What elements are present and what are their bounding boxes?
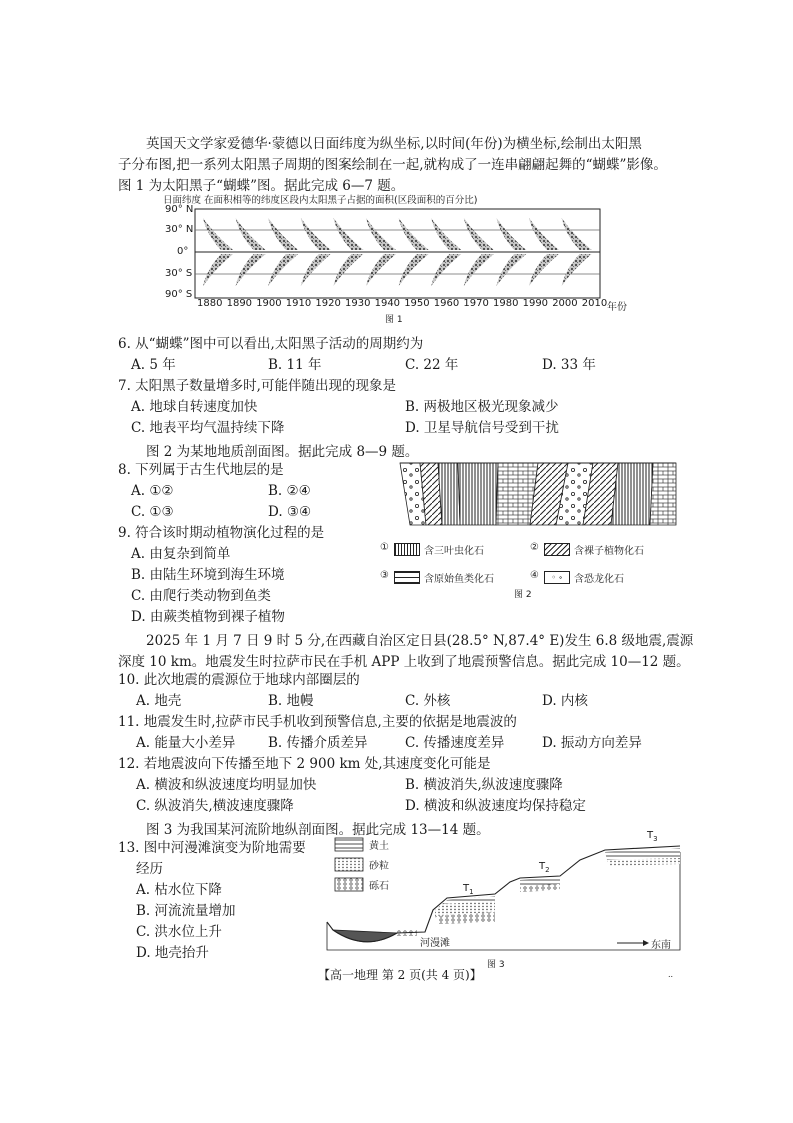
q9-option-c[interactable]: C. 由爬行类动物到鱼类 [131, 588, 271, 604]
q10-option-d[interactable]: D. 内核 [542, 693, 588, 709]
fig1-xtick: 1900 [256, 298, 282, 309]
fig2-legend-3-label: 含原始鱼类化石 [424, 574, 494, 585]
q13-option-b[interactable]: B. 河流流量增加 [136, 903, 236, 919]
q9-stem: 9. 符合该时期动植物演化过程的是 [118, 525, 325, 541]
fig1-xtick: 1970 [463, 298, 489, 309]
fig1-xtick: 1880 [197, 298, 223, 309]
fig1-xtick: 1930 [345, 298, 371, 309]
q7-option-d[interactable]: D. 卫星导航信号受到干扰 [405, 420, 559, 436]
fig1-xunit: 年份 [607, 302, 627, 313]
intro2: 图 2 为某地地质剖面图。据此完成 8—9 题。 [146, 444, 419, 460]
fig2-legend-1-swatch [394, 543, 420, 556]
fig3-floodplain-label: 河漫滩 [420, 938, 450, 949]
fig1-xtick: 2010 [581, 298, 608, 309]
fig1-xtick: 1920 [315, 298, 341, 309]
fig1-xtick: 1950 [404, 298, 430, 309]
q6-option-a[interactable]: A. 5 年 [131, 357, 176, 373]
q9-option-b[interactable]: B. 由陆生环境到海生环境 [131, 567, 285, 583]
q13-stem-line1: 13. 图中河漫滩演变为阶地需要 [118, 840, 306, 856]
fig1-ytick-90s: 90° S [165, 289, 193, 300]
q13-option-c[interactable]: C. 洪水位上升 [136, 924, 222, 940]
intro1-line3: 图 1 为太阳黑子“蝴蝶”图。据此完成 6—7 题。 [118, 178, 405, 194]
fig1-xtick: 1980 [493, 298, 519, 309]
fig2-legend-4-swatch: ◦ ∘ [544, 571, 570, 584]
q8-option-a[interactable]: A. ①② [131, 483, 174, 499]
q8-option-d[interactable]: D. ③④ [268, 504, 312, 520]
q12-stem: 12. 若地震波向下传播至地下 2 900 km 处,其速度变化可能是 [118, 756, 491, 772]
fig1-ytick-0: 0° [177, 246, 189, 257]
fig2-section [378, 455, 678, 535]
intro1-line2: 子分布图,把一系列太阳黑子周期的图案绘制在一起,就构成了一连串翩翩起舞的“蝴蝶”影像。 [118, 157, 667, 173]
q8-option-c[interactable]: C. ①③ [131, 504, 174, 520]
fig1-xtick: 1940 [374, 298, 401, 309]
q7-option-a[interactable]: A. 地球自转速度加快 [131, 399, 258, 415]
q12-option-b[interactable]: B. 横波消失,纵波速度骤降 [405, 777, 563, 793]
q11-option-b[interactable]: B. 传播介质差异 [268, 735, 368, 751]
fig1-ylabel: 日面纬度 在面积相等的纬度区段内太阳黑子占据的面积(区段面积的百分比) [163, 195, 478, 206]
q6-option-d[interactable]: D. 33 年 [542, 357, 596, 373]
q6-stem: 6. 从“蝴蝶”图中可以看出,太阳黑子活动的周期约为 [118, 336, 424, 352]
q9-option-a[interactable]: A. 由复杂到简单 [131, 546, 231, 562]
fig1-xtick: 2000 [552, 298, 578, 309]
fig2-legend-1-label: 含三叶虫化石 [424, 546, 484, 557]
figure-2 [378, 455, 678, 600]
figure-1 [155, 192, 630, 325]
fig1-caption: 图 1 [385, 315, 403, 325]
q6-option-b[interactable]: B. 11 年 [268, 357, 322, 373]
q11-stem: 11. 地震发生时,拉萨市民手机收到预警信息,主要的依据是地震波的 [118, 714, 517, 730]
q11-option-d[interactable]: D. 振动方向差异 [542, 735, 642, 751]
fig1-xtick: 1990 [522, 298, 549, 309]
q13-stem-line2: 经历 [136, 861, 163, 877]
q8-option-b[interactable]: B. ②④ [268, 483, 311, 499]
q11-option-c[interactable]: C. 传播速度差异 [405, 735, 505, 751]
q10-option-b[interactable]: B. 地幔 [268, 693, 314, 709]
fig2-legend-3-swatch [394, 571, 420, 584]
q12-option-c[interactable]: C. 纵波消失,横波速度骤降 [136, 798, 294, 814]
intro3-line1: 2025 年 1 月 7 日 9 时 5 分,在西藏自治区定日县(28.5° N,87.4° E)发生 6.8 级地震,震源 [146, 633, 694, 649]
fig2-legend-3-num: ③ [380, 570, 389, 581]
page-footer: 【高一地理 第 2 页(共 4 页)】 [318, 968, 482, 982]
fig2-legend-4-num: ④ [530, 570, 539, 581]
q8-stem: 8. 下列属于古生代地层的是 [118, 462, 284, 478]
q7-option-c[interactable]: C. 地表平均气温持续下降 [131, 420, 285, 436]
fig1-xtick: 1890 [226, 298, 253, 309]
fig2-legend-2-swatch [544, 543, 570, 556]
fig1-xtick: 1910 [285, 298, 312, 309]
fig1-ytick-90n: 90° N [165, 204, 194, 215]
fig2-legend-2-num: ② [530, 542, 539, 553]
fig1-ytick-30s: 30° S [165, 268, 193, 279]
q10-stem: 10. 此次地震的震源位于地球内部圈层的 [118, 672, 360, 688]
fig3-terrace-t1: $T_1$ [463, 883, 474, 896]
intro1-line1: 英国天文学家爱德华·蒙德以日面纬度为纵坐标,以时间(年份)为横坐标,绘制出太阳黑 [146, 136, 642, 152]
fig3-direction-label: 东南 [651, 940, 671, 951]
fig2-legend-1-num: ① [380, 542, 389, 553]
fig3-legend-sand: 砂粒 [369, 861, 389, 872]
footer-mark: .. [668, 970, 674, 979]
q10-option-c[interactable]: C. 外核 [405, 693, 451, 709]
intro4: 图 3 为我国某河流阶地纵剖面图。据此完成 13—14 题。 [146, 822, 490, 838]
fig3-legend-gravel: 砾石 [369, 881, 389, 892]
fig3-legend-loess: 黄土 [369, 841, 389, 852]
q13-option-d[interactable]: D. 地壳抬升 [136, 945, 209, 961]
fig2-caption: 图 2 [514, 590, 532, 600]
q12-option-d[interactable]: D. 横波和纵波速度均保持稳定 [405, 798, 586, 814]
figure-3 [325, 830, 685, 972]
fig1-xtick: 1960 [433, 298, 460, 309]
fig3-terrace-t2: $T_2$ [539, 861, 550, 874]
q12-option-a[interactable]: A. 横波和纵波速度均明显加快 [136, 777, 317, 793]
fig2-legend-4-label: 含恐龙化石 [574, 574, 624, 585]
q10-option-a[interactable]: A. 地壳 [136, 693, 182, 709]
q13-option-a[interactable]: A. 枯水位下降 [136, 882, 222, 898]
q7-option-b[interactable]: B. 两极地区极光现象减少 [405, 399, 559, 415]
fig1-ytick-30n: 30° N [165, 224, 194, 235]
fig3-caption: 图 3 [487, 960, 505, 970]
fig2-legend-2-label: 含裸子植物化石 [574, 546, 644, 557]
fig3-terrace-t3: $T_3$ [647, 830, 658, 843]
intro3-line2: 深度 10 km。地震发生时拉萨市民在手机 APP 上收到了地震预警信息。据此完成 10—12 题。 [118, 654, 690, 670]
q11-option-a[interactable]: A. 能量大小差异 [136, 735, 236, 751]
q7-stem: 7. 太阳黑子数量增多时,可能伴随出现的现象是 [118, 378, 396, 394]
q9-option-d[interactable]: D. 由蕨类植物到裸子植物 [131, 609, 285, 625]
q6-option-c[interactable]: C. 22 年 [405, 357, 459, 373]
